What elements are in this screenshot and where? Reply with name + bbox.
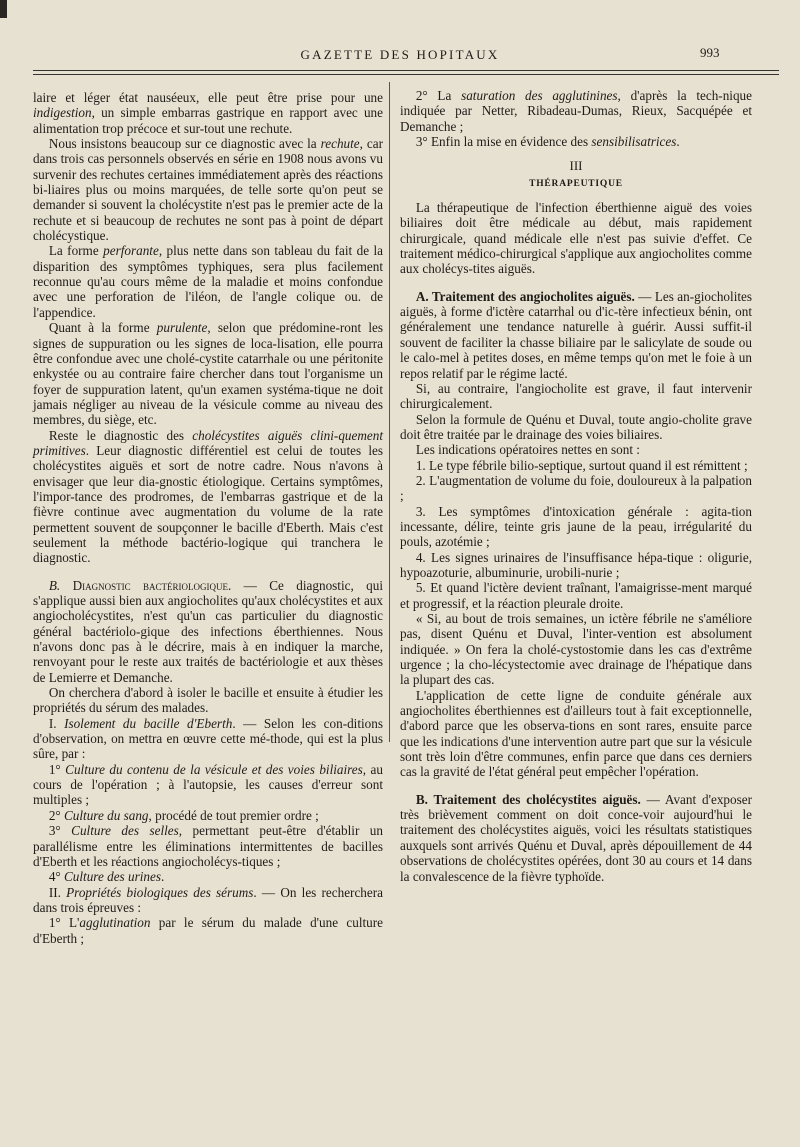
paragraph: On cherchera d'abord à isoler le bacille et ensuite à étudier les propriétés du sérum des malades. (33, 685, 383, 716)
paragraph: I. Isolement du bacille d'Eberth. — Selon les con-ditions d'observation, on mettra en œuvre cette mé-thode, qui est la plus sûre, par : (33, 715, 383, 762)
paragraph: Quant à la forme purulente, selon que prédomine-ront les signes de suppuration ou les signes de loca-lisation, elle pourra être confondue avec une cholé-cystite catarrhale ou une péritonite enkystée ou au contraire faire chercher dans tout l'organisme un foyer de suppuration latent, qu'un examen systéma-tique ne doit jamais négliger au niveau de la vésicule comme au niveau des membres, du siège, etc. (33, 320, 384, 428)
list-item: 2° La saturation des agglutinines, d'après la tech-nique indiquée par Netter, Ribadeau-Dumas, Rieux, Sacquépée et Demanche ; (400, 88, 752, 134)
list-item: 5. Et quand l'ictère devient traînant, l'amaigrisse-ment marqué et progressif, et la réaction pleurale droite. (400, 580, 752, 611)
subsection-paragraph: B. Traitement des cholécystites aiguës. — Avant d'exposer très brièvement comment on doit conce-voir aujourd'hui le traitement des cholécystites aiguës, voici les résultats statistiques auxquels sont arrivés Quénu et Duval, après dépouillement de 44 observations de cholécystites opérées, dont 30 au cours et 14 dans la convalescence de la fièvre typhoïde. (400, 791, 752, 884)
list-item: 2. L'augmentation de volume du foie, douloureux à la palpation ; (400, 472, 752, 504)
list-item: 1° Culture du contenu de la vésicule et des voies biliaires, au cours de l'opération ; à l'autopsie, les causes d'erreur sont multiples ; (33, 761, 383, 808)
scan-smudge (0, 0, 7, 18)
header-rule-top (33, 70, 779, 71)
section-title: THÉRAPEUTIQUE (529, 178, 623, 189)
paragraph: La thérapeutique de l'infection éberthienne aiguë des voies biliaires doit être médicale au début, mais rapidement chirurgicale, quand médicale elle n'est pas suivie d'effet. Ce traitement médico-chirurgical s'applique aux angiocholites comme aux cholécys-tites aiguës. (400, 200, 752, 277)
subsection-paragraph: A. Traitement des angiocholites aiguës. — Les an-giocholites aiguës, à forme d'ictère catarrhal ou d'ic-tère infectieux bénin, ont généralement une tendance naturelle à guérir. Aussi suffit-il souvent de faciliter la chasse biliaire par le salicylate de soude ou le calo-mel à petites doses, en même temps qu'on met le foie à un repos relatif par le régime lacté. (400, 288, 753, 381)
list-item: 3° Culture des selles, permettant peut-être d'établir un parallélisme entre les éliminations intermittentes de bacilles d'Eberth et les réactions angiocholécys-tiques ; (33, 823, 383, 869)
page-number: 993 (700, 45, 720, 60)
column-divider (389, 82, 390, 742)
page-header-title: GAZETTE DES HOPITAUX (300, 47, 500, 62)
list-item: 3. Les symptômes d'intoxication générale : agita-tion incessante, délire, teinte gris jaune de la peau, irrégularité du pouls, azotémie ; (400, 503, 752, 550)
paragraph: Nous insistons beaucoup sur ce diagnostic avec la rechute, car dans trois cas personnels observés en série en 1908 nous avons vu survenir des rechutes certaines immédiatement après des réactions bi-liaires plus ou moins marquées, de telle sorte qu'on peut se demander si souvent la cholécystite n'est pas le premier acte de la rechute et si beaucoup de rechutes ne sont pas à point de départ cholécystique. (33, 136, 383, 244)
right-column (400, 88, 752, 884)
paragraph: Reste le diagnostic des cholécystites aiguës clini-quement primitives. Leur diagnostic différentiel est celui de toutes les cholécystites aiguës et sort de notre cadre. Nous n'avons à envisager que leur dia-gnostic étiologique. Certains symptômes, l'impor-tance des prodromes, de l'embarras gastrique et de la fièvre continue avec augmentation du volume de la rate permettent souvent de soupçonner le bacille d'Eberth. Mais c'est seulement la méthode bactério-logique qui tranchera le diagnostic. (33, 427, 383, 566)
list-item: 2° Culture du sang, procédé de tout premier ordre ; (48, 807, 319, 823)
paragraph: L'application de cette ligne de conduite générale aux angiocholites éberthiennes est d'ailleurs tout à fait exceptionnelle, d'abord parce que les observa-tions en sont rares, ensuite parce que les indications d'une intervention autre part que sur la vésicule sont très loin d'être communes, enfin parce que dans ces derniers cas la gravité de l'état général peut empêcher l'opération. (400, 687, 752, 780)
paragraph: laire et léger état nauséeux, elle peut être prise pour une indigestion, un simple embarras gastrique en rapport avec une alimentation trop précoce et sur-tout une rechute. (33, 90, 383, 136)
list-item: 4° Culture des urines. (48, 869, 165, 885)
list-item: 1° L'agglutination par le sérum du malade d'une culture d'Eberth ; (33, 915, 383, 946)
paragraph: « Si, au bout de trois semaines, un ictère fébrile ne s'améliore pas, disent Quénu et Duval, l'inter-vention est absolument indiquée. » On fera la cholé-cystostomie dans les cas d'extrême urgence ; la cho-lécystectomie avec drainage de l'hépatique dans la plupart des cas. (400, 611, 752, 688)
list-item: 4. Les signes urinaires de l'insuffisance hépa-tique : oligurie, hypoazoturie, albuminurie, urobili-nurie ; (400, 549, 752, 580)
paragraph: II. Propriétés biologiques des sérums. — On les recherchera dans trois épreuves : (33, 884, 383, 915)
list-item: 3° Enfin la mise en évidence des sensibilisatrices. (415, 134, 680, 150)
paragraph: Les indications opératoires nettes en sont : (415, 442, 640, 458)
section-number: III (569, 158, 583, 174)
subsection-paragraph: B. Diagnostic bactériologique. — Ce diagnostic, qui s'applique aussi bien aux angiocholites qu'aux cholécystites et aux angiocholécystites, n'est qu'un cas particulier du diagnostic général bactériolo-gique des infections éberthiennes. Nous n'avons donc pas à le décrire, mais à en indiquer la marche, renvoyant pour le reste aux traités de bactériologie et aux thèses de Lemierre et Demanche. (33, 577, 384, 685)
header-rule-bottom (33, 74, 779, 75)
list-item: 1. Le type fébrile bilio-septique, surtout quand il est rémittent ; (415, 457, 748, 473)
paragraph: Si, au contraire, l'angiocholite est grave, il faut intervenir chirurgicalement. (400, 380, 752, 412)
paragraph: Selon la formule de Quénu et Duval, toute angio-cholite grave doit être traitée par le drainage des voies biliaires. (400, 411, 752, 442)
left-column (33, 90, 383, 946)
paragraph: La forme perforante, plus nette dans son tableau du fait de la disparition des symptômes typhiques, sera plus facilement reconnue qu'au cours même de la maladie et moins confondue avec une perforation de l'iléon, de l'angle colique ou. de l'appendice. (33, 243, 384, 320)
